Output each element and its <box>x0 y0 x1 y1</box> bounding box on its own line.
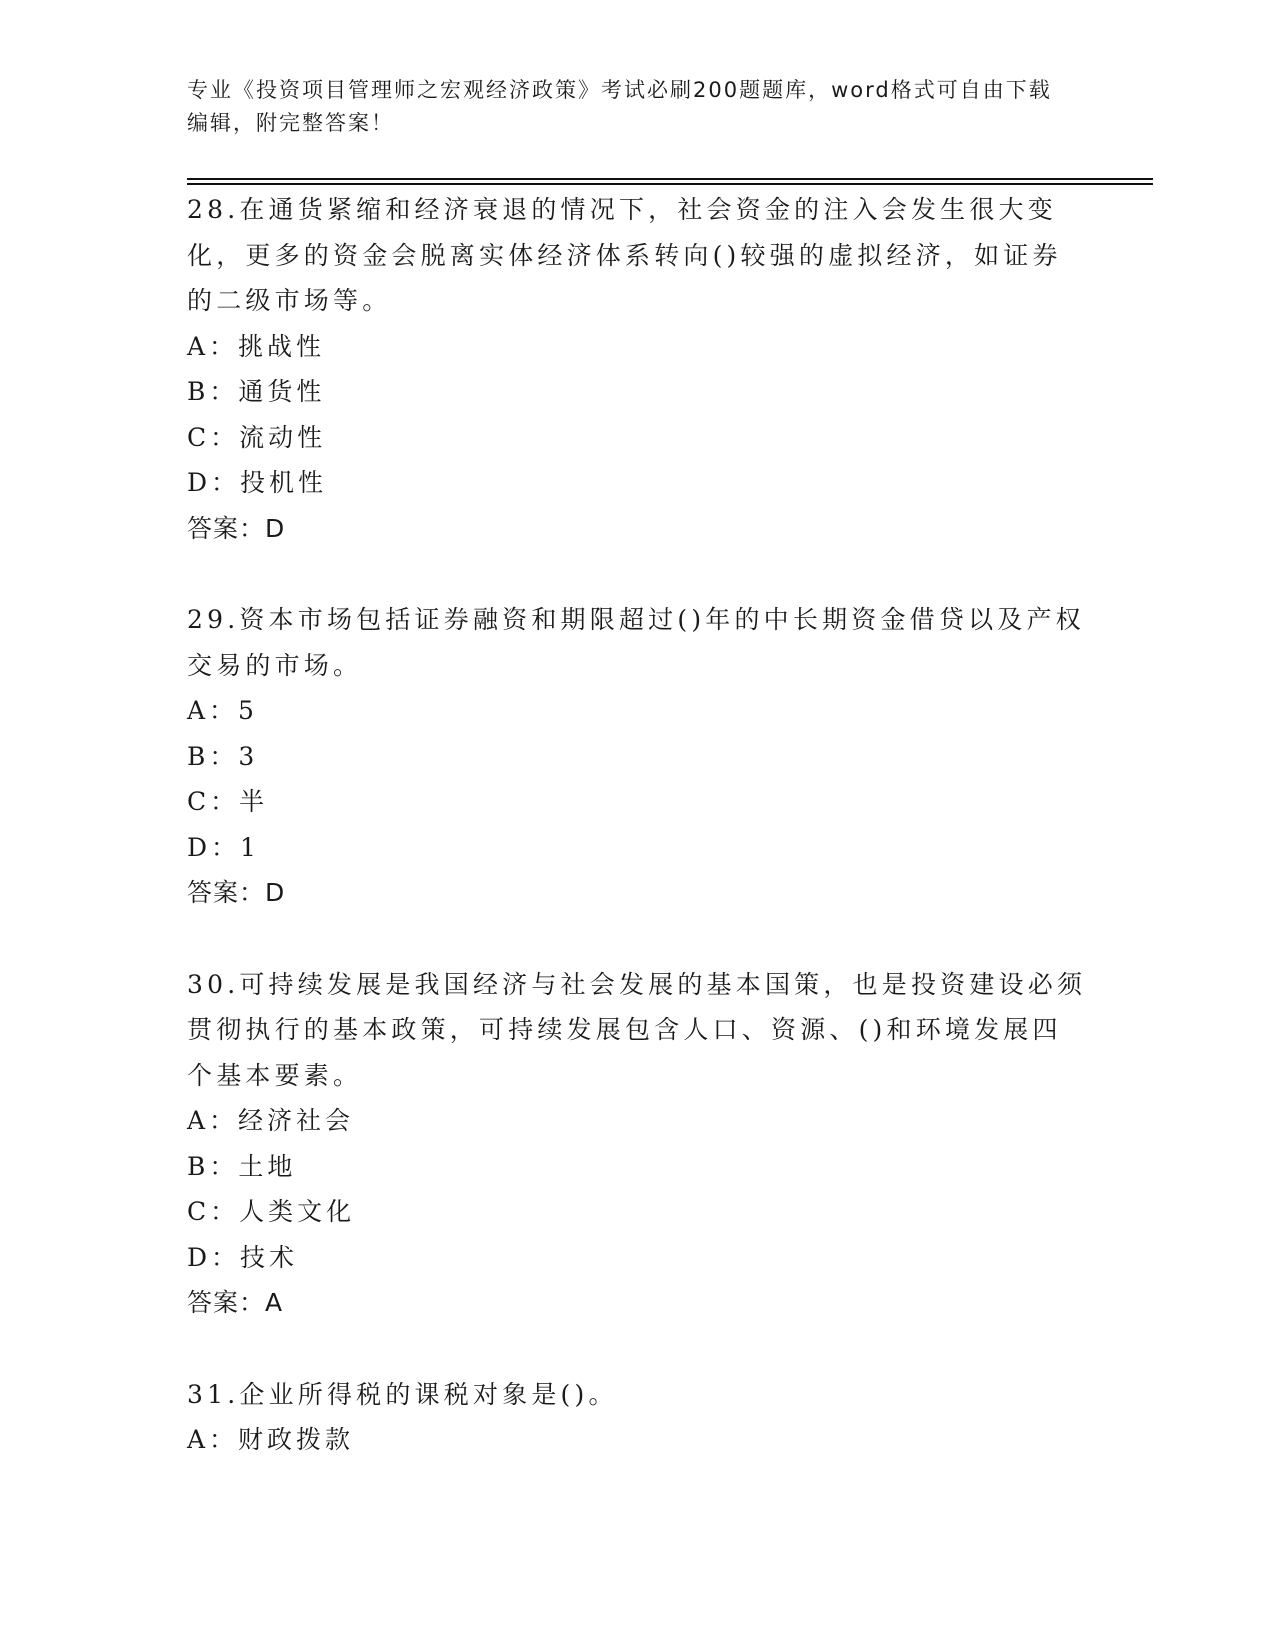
question-30 <box>187 962 1087 1326</box>
question-list <box>187 187 1087 1509</box>
option-c: C：流动性 <box>187 422 327 452</box>
option-d: D：投机性 <box>187 468 328 497</box>
question-stem: 28.在通货紧缩和经济衰退的情况下，社会资金的注入会发生很大变化，更多的资金会脱离实体经济体系转向()较强的虚拟经济，如证券的二级市场等。 <box>187 195 1062 315</box>
document-header: 专业《投资项目管理师之宏观经济政策》考试必刷200题题库，word格式可自由下载编辑，附完整答案！ <box>187 78 1052 135</box>
option-a: A：5 <box>187 696 258 725</box>
option-d: D：技术 <box>187 1242 299 1272</box>
answer: 答案：D <box>187 513 286 543</box>
option-a: A：经济社会 <box>187 1106 355 1135</box>
question-stem: 29.资本市场包括证券融资和期限超过()年的中长期资金借贷以及产权交易的市场。 <box>187 605 1085 680</box>
option-d: D：1 <box>187 832 260 862</box>
question-31 <box>187 1372 1087 1463</box>
question-stem: 30.可持续发展是我国经济与社会发展的基本国策，也是投资建设必须贯彻执行的基本政策，可持续发展包含人口、资源、()和环境发展四个基本要素。 <box>187 969 1087 1090</box>
question-28 <box>187 187 1087 551</box>
option-c: C：人类文化 <box>187 1197 356 1226</box>
answer: 答案：D <box>187 878 286 907</box>
option-a: A：财政拨款 <box>187 1425 355 1454</box>
option-b: B：通货性 <box>187 377 326 406</box>
option-c: C：半 <box>187 787 269 816</box>
option-b: B：土地 <box>187 1151 297 1181</box>
question-stem: 31.企业所得税的课税对象是()。 <box>187 1379 618 1409</box>
header-rule-bottom <box>187 183 1153 185</box>
option-a: A：挑战性 <box>187 331 326 361</box>
header-rule-top <box>187 178 1153 180</box>
option-b: B：3 <box>187 741 259 771</box>
question-29 <box>187 597 1087 916</box>
answer: 答案：A <box>187 1288 284 1317</box>
